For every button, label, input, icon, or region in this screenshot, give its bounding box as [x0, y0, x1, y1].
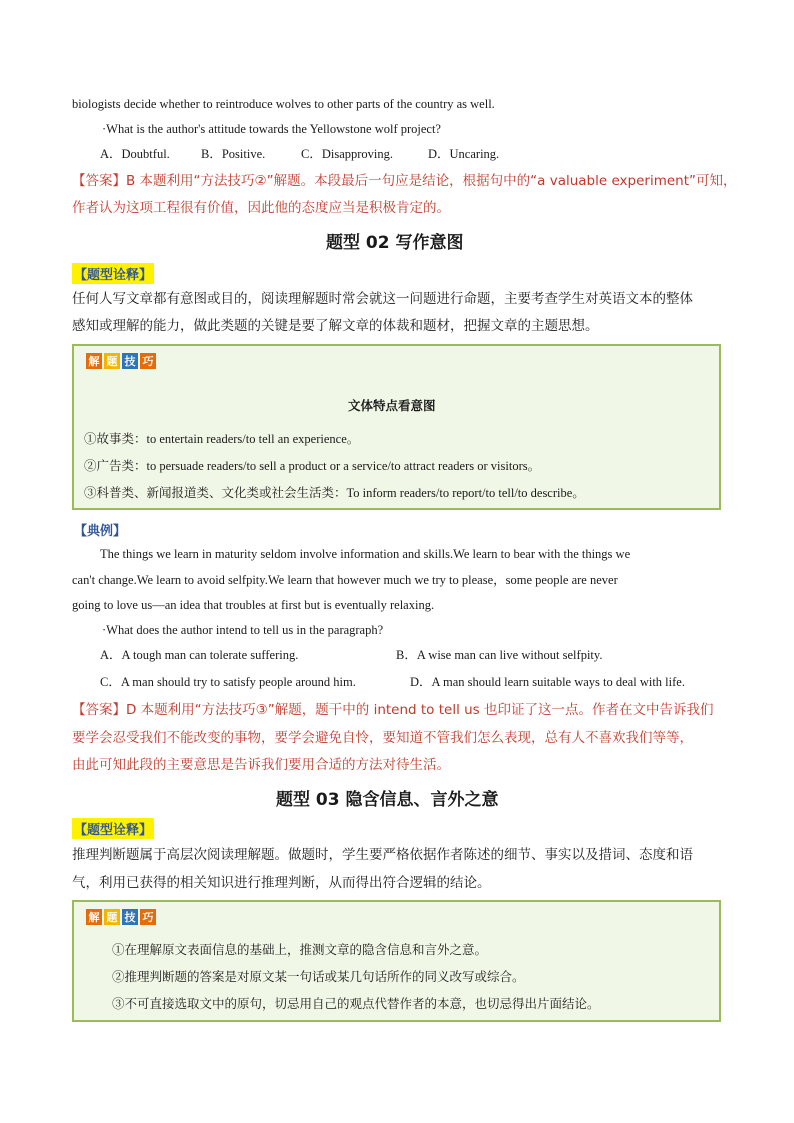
- tips-line: ②广告类：to persuade readers/to sell a product or a service/to attract readers or visitors。: [84, 459, 541, 473]
- tips-box: [72, 900, 721, 1022]
- question-text: ·What is the author's attitude towards the Yellowstone wolf project?: [102, 122, 441, 136]
- tips-badge: 题: [104, 909, 120, 925]
- section-description: 任何人写文章都有意图或目的，阅读理解题时常会就这一问题进行命题，主要考查学生对英语文本的整体: [72, 291, 693, 307]
- tips-badges: [86, 353, 156, 369]
- section-description: 感知或理解的能力，做此类题的关键是要了解文章的体裁和题材，把握文章的主题思想。: [72, 318, 599, 334]
- option-d: D．A man should learn suitable ways to deal with life.: [410, 675, 685, 689]
- example-tag: 【典例】: [74, 524, 127, 539]
- tips-box: [72, 344, 721, 510]
- option-b: B．A wise man can live without selfpity.: [396, 648, 603, 662]
- option-c: C．A man should try to satisfy people around him.: [100, 675, 356, 689]
- tips-badge: 巧: [140, 909, 156, 925]
- option-b: B．Positive.: [201, 147, 266, 161]
- tips-line: ③不可直接选取文中的原句，切忌用自己的观点代替作者的本意，也切忌得出片面结论。: [112, 997, 600, 1011]
- option-a: A．Doubtful.: [100, 147, 170, 161]
- passage-text-line: biologists decide whether to reintroduce wolves to other parts of the country as well.: [72, 97, 495, 111]
- answer-line: 由此可知此段的主要意思是告诉我们要用合适的方法对待生活。: [72, 757, 450, 773]
- example-text-line: going to love us—an idea that troubles at first but is eventually relaxing.: [72, 598, 435, 612]
- tips-line: ①故事类：to entertain readers/to tell an experience。: [84, 432, 360, 446]
- tips-badges: [86, 909, 156, 925]
- section-heading: 题型 03 隐含信息、言外之意: [276, 790, 499, 810]
- tips-badge: 技: [122, 909, 138, 925]
- tips-badge: 解: [86, 353, 102, 369]
- tips-badge: 题: [104, 353, 120, 369]
- example-text-line: can't change.We learn to avoid selfpity.We learn that however much we try to please，some people are never: [72, 573, 618, 587]
- section-description: 推理判断题属于高层次阅读理解题。做题时，学生要严格依据作者陈述的细节、事实以及措词、态度和语: [72, 847, 693, 863]
- tips-line: ①在理解原文表面信息的基础上，推测文章的隐含信息和言外之意。: [112, 943, 488, 957]
- option-c: C．Disapproving.: [301, 147, 394, 161]
- question-text: ·What does the author intend to tell us in the paragraph?: [102, 623, 384, 637]
- tips-badge: 巧: [140, 353, 156, 369]
- tips-line: ③科普类、新闻报道类、文化类或社会生活类：To inform readers/to report/to tell/to describe。: [84, 486, 585, 500]
- tips-line: ②推理判断题的答案是对原文某一句话或某几句话所作的同义改写或综合。: [112, 970, 525, 984]
- section-heading: 题型 02 写作意图: [326, 233, 464, 253]
- tips-badge: 技: [122, 353, 138, 369]
- section-tag: 【题型诠释】: [72, 818, 154, 839]
- answer-line: 【答案】B 本题利用“方法技巧②”解题。本段最后一句应是结论，根据句中的“a valuable experiment”可知，: [72, 173, 737, 189]
- section-tag: 【题型诠释】: [72, 263, 154, 284]
- tips-title: 文体特点看意图: [348, 398, 436, 413]
- answer-line: 作者认为这项工程很有价值，因此他的态度应当是积极肯定的。: [72, 200, 450, 216]
- tips-badge: 解: [86, 909, 102, 925]
- section-description: 气，利用已获得的相关知识进行推理判断，从而得出符合逻辑的结论。: [72, 875, 491, 891]
- answer-line: 【答案】D 本题利用“方法技巧③”解题，题干中的 intend to tell us 也印证了这一点。作者在文中告诉我们: [72, 702, 714, 718]
- option-a: A．A tough man can tolerate suffering.: [100, 648, 299, 662]
- answer-line: 要学会忍受我们不能改变的事物，要学会避免自怜，要知道不管我们怎么表现，总有人不喜欢我们等等，: [72, 730, 693, 746]
- example-text-line: The things we learn in maturity seldom involve information and skills.We learn to bear with the things we: [100, 547, 631, 561]
- option-d: D．Uncaring.: [428, 147, 500, 161]
